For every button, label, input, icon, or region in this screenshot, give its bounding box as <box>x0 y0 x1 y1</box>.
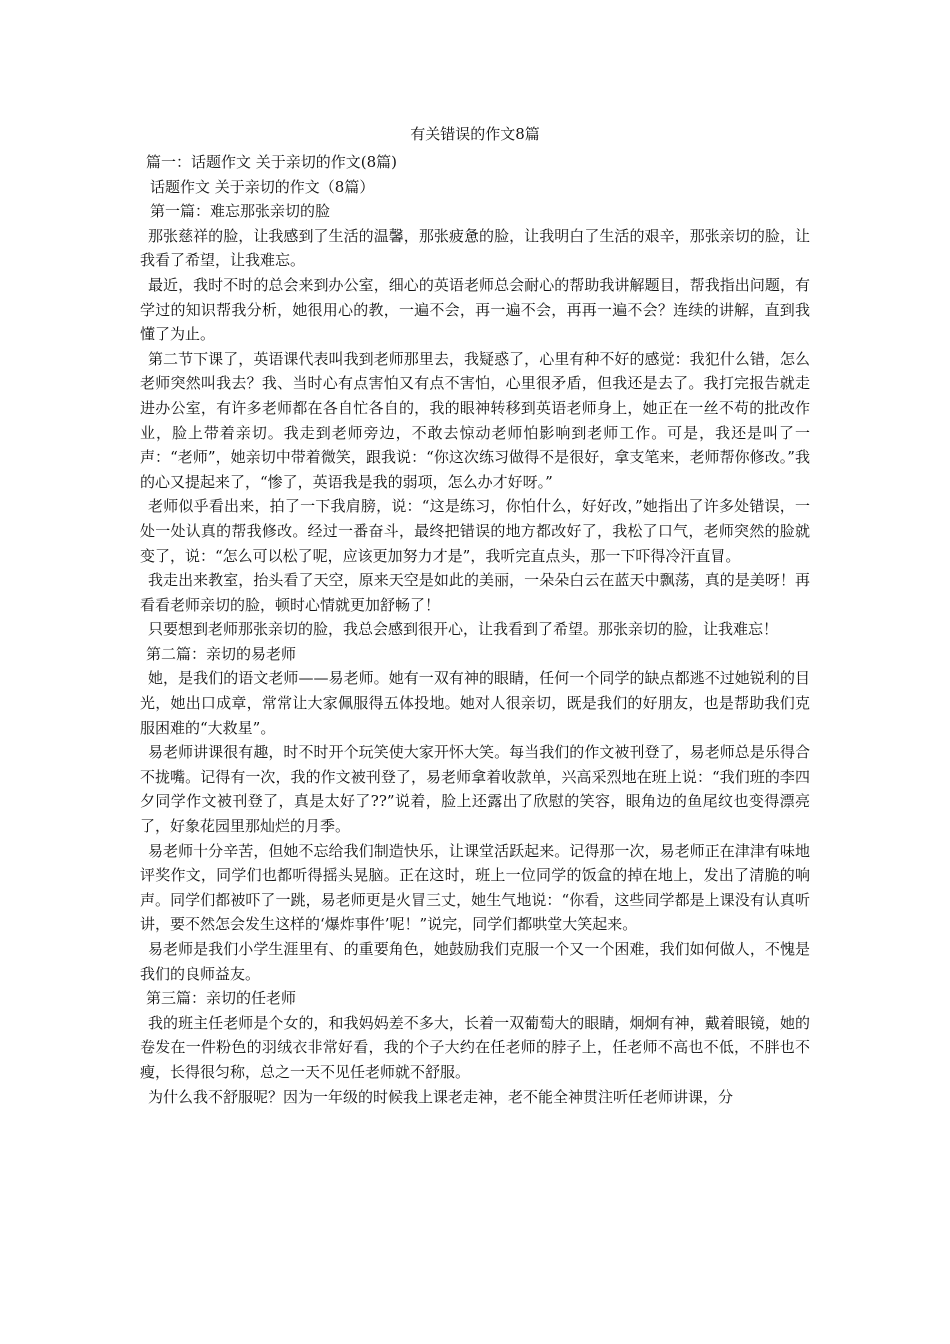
paragraph: 我走出来教室，抬头看了天空，原来天空是如此的美丽，一朵朵白云在蓝天中飘荡，真的是美呀！再看看老师亲切的脸，顿时心情就更加舒畅了！ <box>140 571 810 614</box>
paragraph: 易老师十分辛苦，但她不忘给我们制造快乐，让课堂活跃起来。记得那一次，易老师正在津津有味地评奖作文，同学们也都听得摇头晃脑。正在这时，班上一位同学的饭盒的掉在地上，发出了清脆的响声。同学们都被吓了一跳，易老师更是火冒三丈，她生气地说：“你看，这些同学都是上课没有认真听讲，要不然怎会发生这样的‘爆炸事件’呢！”说完，同学们都哄堂大笑起来。 <box>140 841 810 934</box>
section-heading-3: 第三篇：亲切的任老师 <box>146 989 297 1008</box>
section-heading-1: 第一篇：难忘那张亲切的脸 <box>150 202 331 221</box>
paragraph: 最近，我时不时的总会来到办公室，细心的英语老师总会耐心的帮助我讲解题目，帮我指出问题，有学过的知识帮我分析，她很用心的教，一遍不会，再一遍不会，再再一遍不会？连续的讲解，直到我懂了为止。 <box>140 275 810 344</box>
paragraph: 她，是我们的语文老师——易老师。她有一双有神的眼睛，任何一个同学的缺点都逃不过她锐利的目光，她出口成章，常常让大家佩服得五体投地。她对人很亲切，既是我们的好朋友，也是帮助我们克服困难的“大救星”。 <box>140 669 810 737</box>
section-heading-2: 第二篇：亲切的易老师 <box>146 644 297 663</box>
paragraph: 为什么我不舒服呢？因为一年级的时候我上课老走神，老不能全神贯注听任老师讲课，分 <box>148 1087 734 1106</box>
paragraph: 易老师是我们小学生涯里有、的重要角色，她鼓励我们克服一个又一个困难，我们如何做人，不愧是我们的良师益友。 <box>140 940 810 983</box>
subtitle-1: 篇一：话题作文 关于亲切的作文(8篇) <box>146 153 398 171</box>
document-title: 有关错误的作文8篇 <box>410 125 540 143</box>
paragraph: 只要想到老师那张亲切的脸，我总会感到很开心，让我看到了希望。那张亲切的脸，让我难忘！ <box>148 620 779 639</box>
paragraph: 那张慈祥的脸，让我感到了生活的温馨，那张疲惫的脸，让我明白了生活的艰辛，那张亲切的脸，让我看了希望，让我难忘。 <box>140 226 810 270</box>
paragraph: 老师似乎看出来，拍了一下我肩膀，说：“这是练习，你怕什么，好好改，”她指出了许多处错误，一处一处认真的帮我修改。经过一番奋斗，最终把错误的地方都改好了，我松了口气，老师突然的脸就变了，说：“怎么可以松了呢，应该更加努力才是”，我听完直点头，那一下吓得冷汗直冒。 <box>140 497 810 565</box>
document-page <box>140 122 810 1109</box>
paragraph: 我的班主任老师是个女的，和我妈妈差不多大，长着一双葡萄大的眼睛，炯炯有神，戴着眼镜，她的卷发在一件粉色的羽绒衣非常好看，我的个子大约在任老师的脖子上，任老师不高也不低，不胖也不瘦，长得很匀称，总之一天不见任老师就不舒服。 <box>140 1013 810 1081</box>
paragraph: 第二节下课了，英语课代表叫我到老师那里去，我疑惑了，心里有种不好的感觉：我犯什么错，怎么老师突然叫我去？我、当时心有点害怕又有点不害怕，心里很矛盾，但我还是去了。我打完报告就走进办公室，有许多老师都在各自忙各自的，我的眼神转移到英语老师身上，她正在一丝不苟的批改作业，脸上带着亲切。我走到老师旁边，不敢去惊动老师怕影响到老师工作。可是，我还是叫了一声：“老师”，她亲切中带着微笑，跟我说：“你这次练习做得不是很好，拿支笔来，老师帮你修改。”我的心又提起来了，“惨了，英语我是我的弱项，怎么办才好呀。” <box>140 349 810 491</box>
subtitle-2: 话题作文 关于亲切的作文（8篇） <box>150 177 375 196</box>
paragraph: 易老师讲课很有趣，时不时开个玩笑使大家开怀大笑。每当我们的作文被刊登了，易老师总是乐得合不拢嘴。记得有一次，我的作文被刊登了，易老师拿着收款单，兴高采烈地在班上说：“我们班的李四夕同学作文被刊登了，真是太好了??”说着，脸上还露出了欣慰的笑容，眼角边的鱼尾纹也变得漂亮了，好象花园里那灿烂的月季。 <box>140 743 810 836</box>
